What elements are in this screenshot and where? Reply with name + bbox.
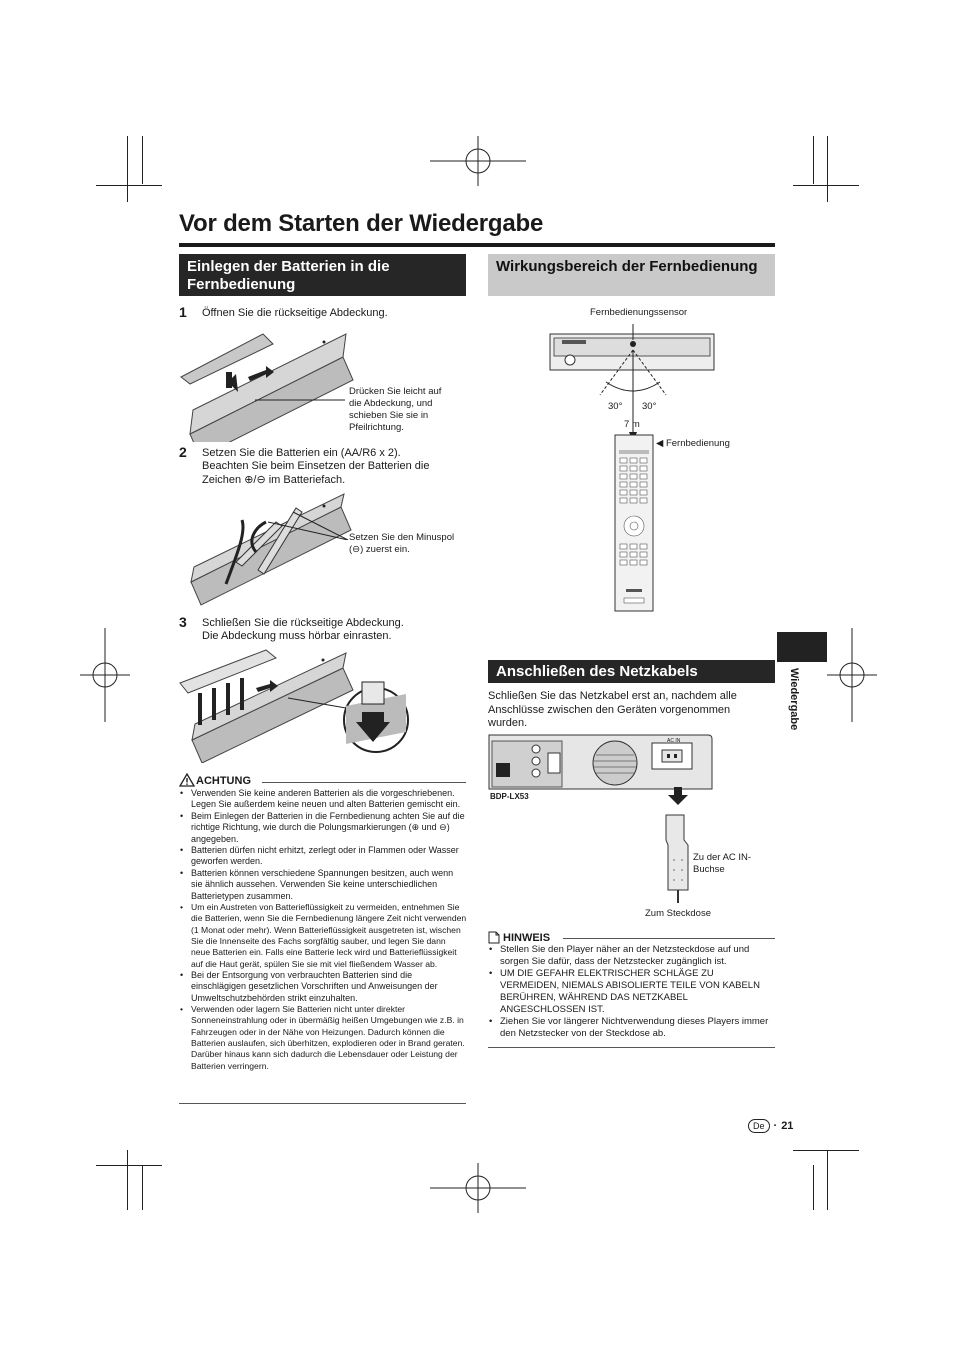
title-rule: [179, 243, 775, 247]
step-text: Schließen Sie die rückseitige Abdeckung.: [202, 617, 404, 629]
page-number: 21: [781, 1120, 794, 1132]
caution-item: • Bei der Entsorgung von verbrauchten Batterien sind die einschlägigen gesetzlichen Vorschriften und Anweisungen der Umweltschutzbehörden strikt einzuhalten.: [191, 970, 467, 1004]
note-item: • Stellen Sie den Player näher an der Netzsteckdose auf und sorgen Sie dafür, dass der Netzstecker zugänglich ist.: [500, 944, 775, 968]
note-icon: [488, 931, 500, 944]
callout-leader-line: [250, 360, 350, 410]
language-badge: De: [748, 1119, 770, 1133]
page-title: Vor dem Starten der Wiedergabe: [179, 210, 544, 237]
remote-control-illustration: [614, 434, 654, 612]
model-label: BDP-LX53: [490, 792, 529, 801]
registration-mark-top: [430, 136, 526, 186]
remote-label: [656, 438, 730, 450]
callout-leader-line: [268, 510, 350, 540]
caution-title: ACHTUNG: [196, 775, 251, 787]
step-text: Setzen Sie die Batterien ein (AA/R6 x 2).: [202, 447, 401, 459]
page-number-separator: ·: [773, 1120, 778, 1132]
chapter-tab: [777, 632, 827, 662]
step-number: 2: [179, 444, 187, 460]
caution-rule: [262, 782, 466, 783]
step-number: 3: [179, 614, 187, 630]
sensor-label: Fernbedienungssensor: [590, 307, 688, 318]
distance-label: 7 m: [624, 419, 640, 430]
caution-item: • Um ein Austreten von Batterieflüssigkeit zu vermeiden, entnehmen Sie die Batterien, wenn Sie die Fernbedienung längere Zeit nicht verwenden (1 Monat oder mehr). Wenn Batterieflüssigkeit ausgetreten ist, wischen Sie die Innenseite des Fachs sorgfältig sauber, und legen Sie dann neue Batterien ein. Falls eine Batterie leck wird und Batterieflüssigkeit auf die Haut gerät, spülen Sie sie mit viel fließendem Wasser ab.: [191, 902, 467, 970]
step-text: Öffnen Sie die rückseitige Abdeckung.: [202, 307, 388, 319]
caution-item: • Verwenden oder lagern Sie Batterien nicht unter direkter Sonneneinstrahlung oder in übermäßig heißen Umgebungen wie z.B. in Fahrzeugen oder in der Nähe von Heizungen. Dadurch können die Batterien auslaufen, sich überhitzen, explodieren oder in Brand geraten. Darüber hinaus kann sich dadurch die Lebensdauer oder Leistung der Batterien verringern.: [191, 1004, 467, 1072]
ac-in-panel-label: AC IN: [667, 738, 681, 744]
chapter-tab-label: Wiedergabe: [788, 668, 800, 731]
step-text-detail: Beachten Sie beim Einsetzen der Batterien die Zeichen ⊕/⊖ im Batteriefach.: [202, 460, 430, 486]
note-item: • UM DIE GEFAHR ELEKTRISCHER SCHLÄGE ZU VERMEIDEN, NIEMALS ABISOLIERTE TEILE VON KABELN BERÜHREN, WÄHREND DAS NETZKABEL ANGESCHLOSSEN IST.: [500, 968, 775, 1016]
pointer-arrow-icon: ◀: [656, 438, 664, 449]
section-heading-batteries: Einlegen der Batterien in die Fernbedienung: [179, 254, 466, 296]
remote-close-cover-illustration: [178, 648, 468, 763]
page-footer: [748, 1119, 793, 1133]
note-list: [488, 944, 775, 1040]
note-item: • Ziehen Sie vor längerer Nichtverwendung dieses Players immer den Netzstecker von der Steckdose ab.: [500, 1016, 775, 1040]
power-intro: Schließen Sie das Netzkabel erst an, nachdem alle Anschlüsse zwischen den Geräten vorgenommen wurden.: [488, 690, 737, 729]
caution-item: • Verwenden Sie keine anderen Batterien als die vorgeschriebenen. Legen Sie außerdem keine neuen und alten Batterien gemischt ein.: [191, 788, 467, 811]
ac-in-callout: Zu der AC IN-Buchse: [693, 852, 752, 875]
registration-mark-right: [827, 628, 877, 722]
caution-item: • Batterien können verschiedene Spannungen besitzen, auch wenn sie ähnlich aussehen. Verwenden Sie keine unterschiedlichen Batterietypen zusammen.: [191, 868, 467, 902]
remote-label-text: Fernbedienung: [665, 438, 730, 449]
angle-left-label: 30°: [608, 401, 623, 412]
section-heading-range: Wirkungsbereich der Fernbedienung: [488, 254, 775, 296]
note-bottom-rule: [488, 1047, 775, 1048]
registration-mark-bottom: [430, 1163, 526, 1213]
step-callout: Setzen Sie den Minuspol (⊖) zuerst ein.: [349, 532, 455, 555]
caution-list: [179, 788, 467, 1072]
power-cable-illustration: [658, 785, 698, 905]
caution-item: • Beim Einlegen der Batterien in die Fernbedienung achten Sie auf die richtige Richtung, wie durch die Polungsmarkierungen (⊕ und ⊖) angegeben.: [191, 811, 467, 845]
caution-bottom-rule: [179, 1103, 466, 1104]
section-heading-power: Anschließen des Netzkabels: [488, 660, 775, 683]
step-text-detail: Die Abdeckung muss hörbar einrasten.: [202, 630, 392, 642]
note-title: HINWEIS: [503, 932, 551, 944]
outlet-callout: Zum Steckdose: [645, 908, 711, 919]
warning-icon: [179, 773, 195, 787]
step-number: 1: [179, 304, 187, 320]
step-callout: Drücken Sie leicht auf die Abdeckung, und schieben Sie sie in Pfeilrichtung.: [349, 386, 442, 433]
registration-mark-left: [80, 628, 130, 722]
caution-item: • Batterien dürfen nicht erhitzt, zerlegt oder in Flammen oder Wasser geworfen werden.: [191, 845, 467, 868]
angle-right-label: 30°: [642, 401, 657, 412]
note-rule: [563, 938, 775, 939]
